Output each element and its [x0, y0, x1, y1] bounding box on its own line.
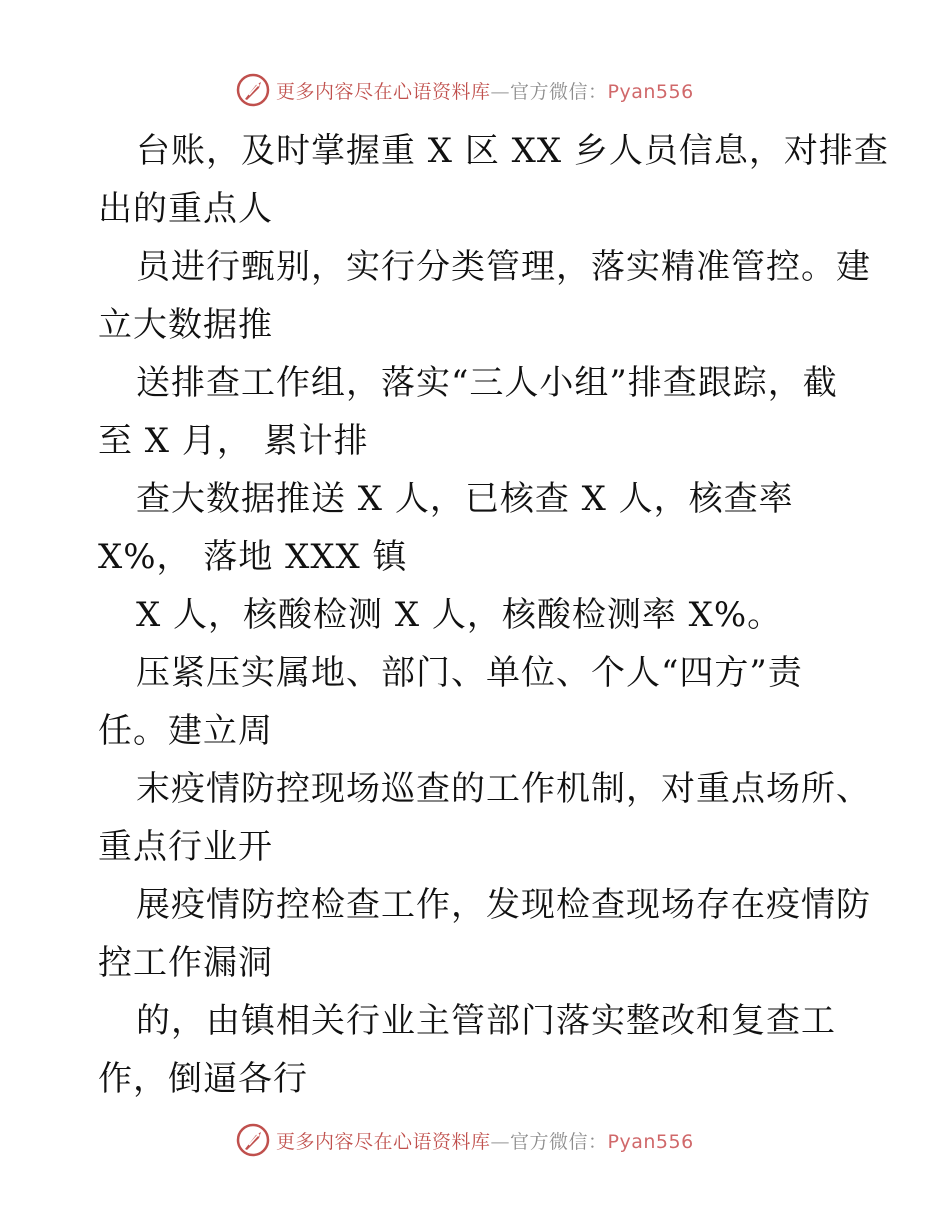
body-line: 的，由镇相关行业主管部门落实整改和复查工 — [136, 1001, 836, 1041]
body-line: 立大数据推 — [98, 305, 273, 345]
footer-watermark-banner — [236, 1122, 716, 1158]
banner-contact-label: 官方微信： — [510, 80, 608, 103]
banner-dash: — — [490, 80, 511, 103]
body-line: 送排查工作组，落实“三人小组”排查跟踪，截 — [136, 363, 838, 403]
banner-text — [276, 77, 694, 104]
body-line: 作，倒逼各行 — [98, 1059, 308, 1099]
body-line: 重点行业开 — [98, 827, 273, 867]
banner-contact-label: 官方微信： — [510, 1130, 608, 1153]
pen-nib-logo-icon — [236, 73, 270, 107]
banner-site-text: 更多内容尽在心语资料库 — [276, 1130, 491, 1153]
body-line: 展疫情防控检查工作，发现检查现场存在疫情防 — [136, 885, 871, 925]
body-line: 至 X 月， 累计排 — [98, 421, 369, 461]
body-line: X 人，核酸检测 X 人，核酸检测率 X%。 — [136, 595, 783, 635]
body-line: 末疫情防控现场巡查的工作机制，对重点场所、 — [136, 769, 871, 809]
body-line: 压紧压实属地、部门、单位、个人“四方”责 — [136, 653, 803, 693]
body-line: X%， 落地 XXX 镇 — [98, 537, 408, 577]
header-watermark-banner — [236, 72, 716, 108]
body-line: 控工作漏洞 — [98, 943, 273, 983]
banner-dash: — — [490, 1130, 511, 1153]
banner-handle: Pyan556 — [607, 1130, 694, 1153]
banner-handle: Pyan556 — [607, 80, 694, 103]
body-line: 查大数据推送 X 人，已核查 X 人，核查率 — [136, 479, 794, 519]
document-body — [98, 122, 889, 1108]
body-line: 台账，及时掌握重 X 区 XX 乡人员信息，对排查 — [136, 131, 889, 171]
body-line: 员进行甄别，实行分类管理，落实精准管控。建 — [136, 247, 871, 287]
body-line: 任。建立周 — [98, 711, 273, 751]
banner-text — [276, 1127, 694, 1154]
banner-site-text: 更多内容尽在心语资料库 — [276, 80, 491, 103]
body-line: 出的重点人 — [98, 189, 273, 229]
pen-nib-logo-icon — [236, 1123, 270, 1157]
